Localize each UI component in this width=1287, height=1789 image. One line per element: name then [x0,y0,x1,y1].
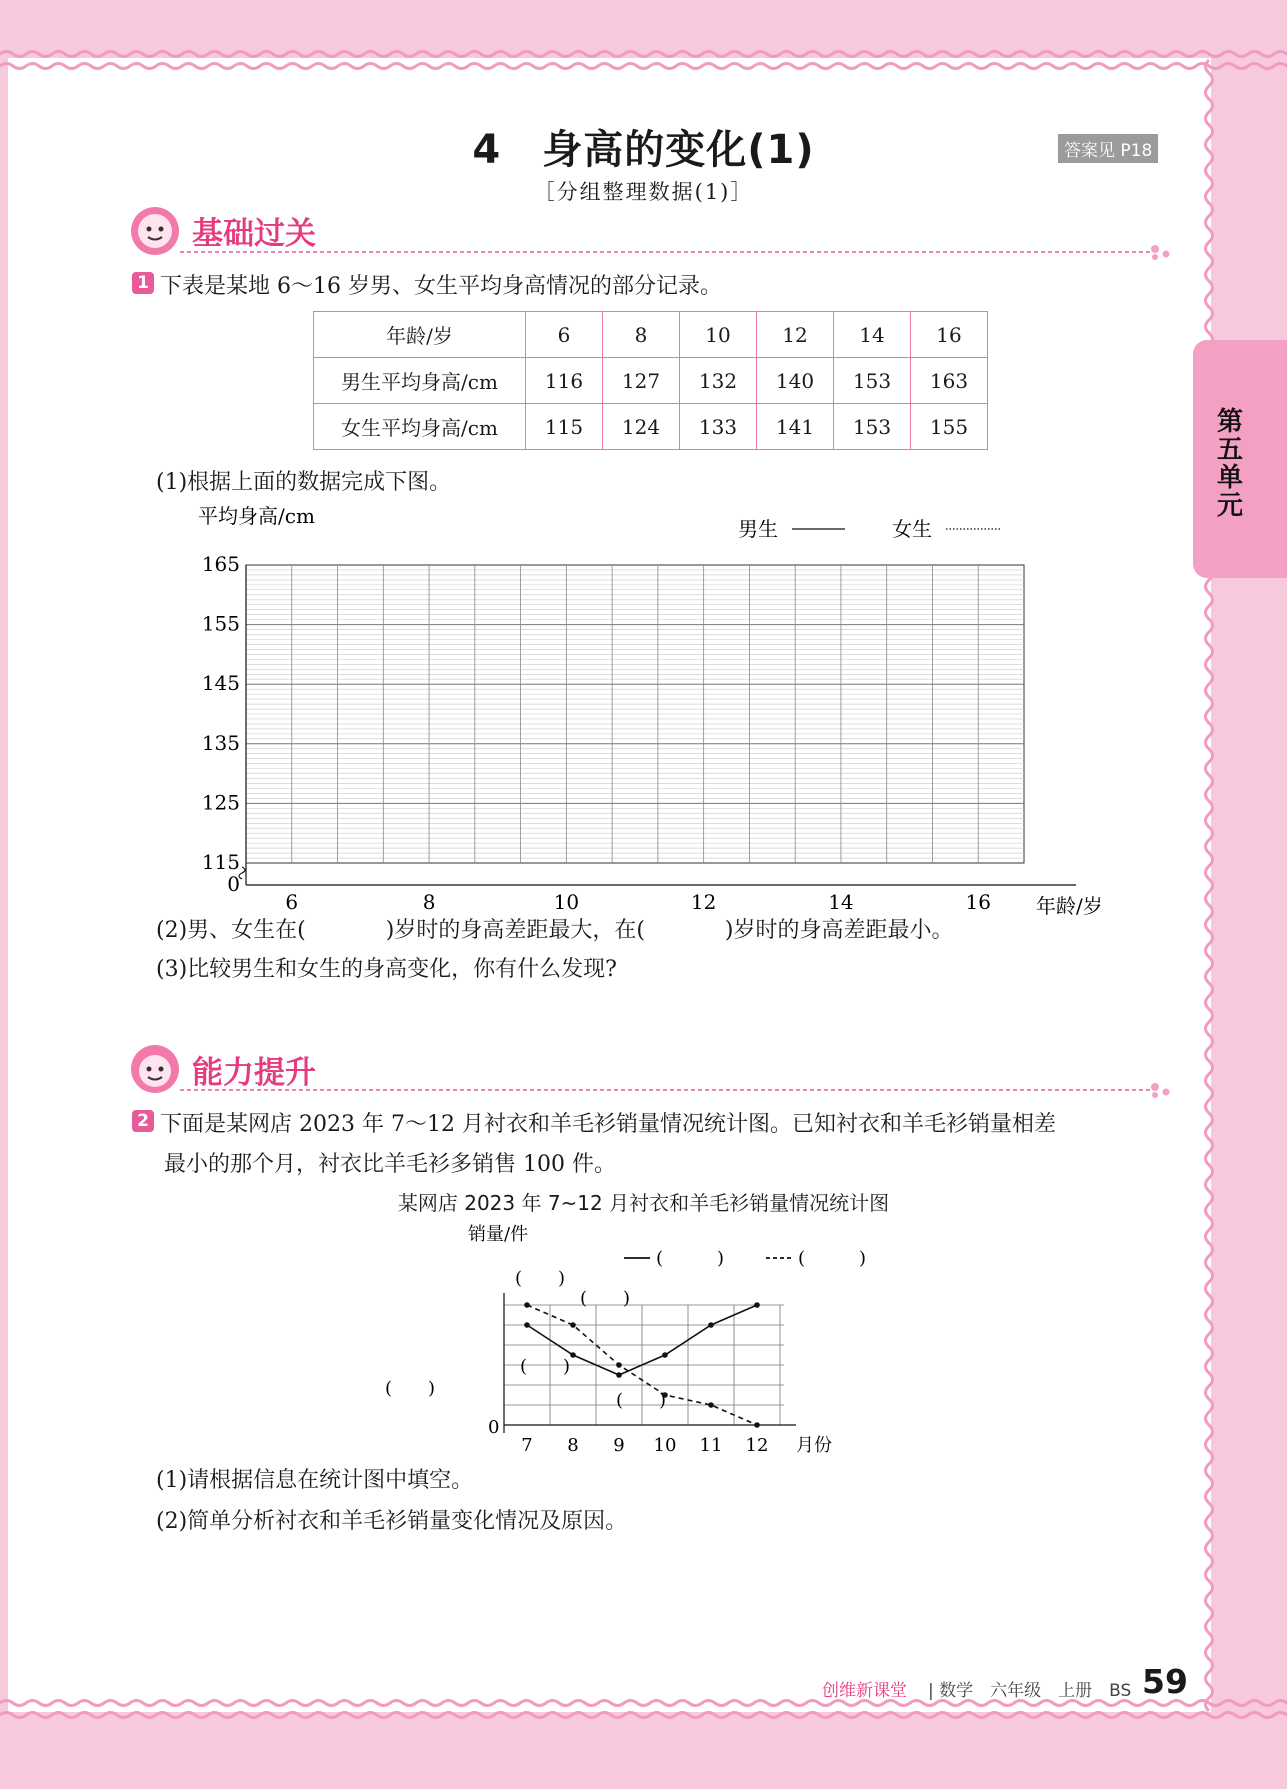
footer-book-info: | 数学 六年级 上册 BS [928,1681,1132,1701]
legend-label-girls: 女生 [892,517,932,541]
table-cell: 8 [603,312,680,358]
table-cell: 140 [757,358,834,404]
data-point [708,1322,714,1328]
x-tick-label: 12 [690,890,717,914]
legend-label-boys: 男生 [738,517,778,541]
x-tick-label: 9 [613,1435,625,1456]
x-axis-label: 年龄/岁 [1036,894,1103,918]
blank-label: ( ) [520,1356,571,1377]
data-point [570,1322,576,1328]
table-cell: 10 [680,312,757,358]
question-1-text: 下表是某地 6～16 岁男、女生平均身高情况的部分记录。 [160,274,722,299]
y-tick-label: 125 [201,790,240,815]
question-2-line-1: 下面是某网店 2023 年 7～12 月衬衣和羊毛衫销量情况统计图。已知衬衣和羊毛衫销量相差 [160,1112,1056,1137]
x-tick-label: 6 [285,890,299,914]
table-cell: 男生平均身高/cm [314,358,526,404]
table-cell: 132 [680,358,757,404]
table-cell: 153 [834,404,911,450]
table-cell: 女生平均身高/cm [314,404,526,450]
x-tick-label: 14 [828,890,854,914]
table-row [314,358,988,404]
x-tick-label: 12 [745,1435,769,1456]
sales-chart-title: 某网店 2023 年 7~12 月衬衣和羊毛衫销量情况统计图 [397,1191,890,1215]
x-tick-label: 8 [567,1435,579,1456]
section-divider [180,244,1180,260]
question-1-part-2 [156,913,954,944]
data-point [570,1352,576,1358]
y-tick-label: 0 [488,1417,500,1438]
height-data-table [313,311,988,450]
legend-blank: ( ) [798,1248,867,1269]
question-2-part-1: (1)请根据信息在统计图中填空。 [156,1468,474,1493]
table-cell: 153 [834,358,911,404]
page-title: 4 身高的变化(1) [472,127,815,173]
blank-label: ( ) [385,1378,436,1399]
page-subtitle: ［分组整理数据(1)］ [533,180,754,204]
question-1-part-3: (3)比较男生和女生的身高变化，你有什么发现? [156,957,617,982]
blank-label: ( ) [616,1390,667,1411]
y-tick-label: 135 [201,730,240,755]
table-cell: 16 [911,312,988,358]
data-point [524,1322,530,1328]
blank-label: ( ) [580,1288,631,1309]
table-cell: 141 [757,404,834,450]
section-divider [180,1082,1180,1098]
answer-reference-badge: 答案见 P18 [1058,134,1158,163]
question-2-part-2: (2)简单分析衬衣和羊毛衫销量变化情况及原因。 [156,1509,628,1534]
table-cell: 133 [680,404,757,450]
part2-text-a: (2)男、女生在( [156,918,306,943]
question-2-line-2: 最小的那个月，衬衣比羊毛衫多销售 100 件。 [164,1152,616,1177]
x-tick-label: 10 [653,1435,677,1456]
section-heading-advanced: 能力提升 [192,1055,316,1091]
question-number-badge: 1 [132,272,154,294]
table-cell: 6 [526,312,603,358]
data-point [754,1422,760,1428]
question-number-badge: 2 [132,1110,154,1132]
table-cell: 年龄/岁 [314,312,526,358]
table-row [314,404,988,450]
x-tick-label: 10 [553,890,580,914]
mascot-icon [128,204,182,258]
table-cell: 14 [834,312,911,358]
sales-chart [385,1220,900,1460]
table-cell: 127 [603,358,680,404]
data-point [662,1352,668,1358]
legend-blank: ( ) [656,1248,725,1269]
table-cell: 115 [526,404,603,450]
page-number: 59 [1142,1662,1188,1701]
table-cell: 163 [911,358,988,404]
table-cell: 12 [757,312,834,358]
y-tick-label: 0 [227,872,240,896]
blank-label: ( ) [515,1268,566,1289]
data-point [754,1302,760,1308]
part2-text-b: )岁时的身高差距最大，在( [385,918,645,943]
data-point [616,1362,622,1368]
height-chart [190,500,1120,918]
data-point [524,1302,530,1308]
side-wave-border [1196,60,1222,1700]
x-tick-label: 11 [699,1435,723,1456]
table-cell: 124 [603,404,680,450]
y-tick-label: 145 [201,671,240,696]
x-tick-label: 8 [422,890,436,914]
mascot-icon [128,1042,182,1096]
question-1-part-1: (1)根据上面的数据完成下图。 [156,470,452,495]
y-axis-label: 平均身高/cm [198,504,315,528]
table-cell: 155 [911,404,988,450]
table-header-row [314,312,988,358]
y-axis-label: 销量/件 [468,1224,529,1245]
top-wave-border [0,44,1287,78]
data-point [708,1402,714,1408]
unit-tab-label: 第 五 单 元 [1216,407,1243,521]
x-tick-label: 16 [965,890,991,914]
section-heading-basic: 基础过关 [192,216,316,252]
data-point [616,1372,622,1378]
y-tick-label: 115 [201,850,240,874]
part2-text-c: )岁时的身高差距最小。 [724,918,954,943]
y-tick-label: 155 [201,611,240,636]
y-tick-label: 165 [201,552,240,576]
footer-brand: 创维新课堂 [822,1681,907,1701]
x-tick-label: 7 [521,1435,533,1456]
table-cell: 116 [526,358,603,404]
x-axis-label: 月份 [796,1435,832,1456]
